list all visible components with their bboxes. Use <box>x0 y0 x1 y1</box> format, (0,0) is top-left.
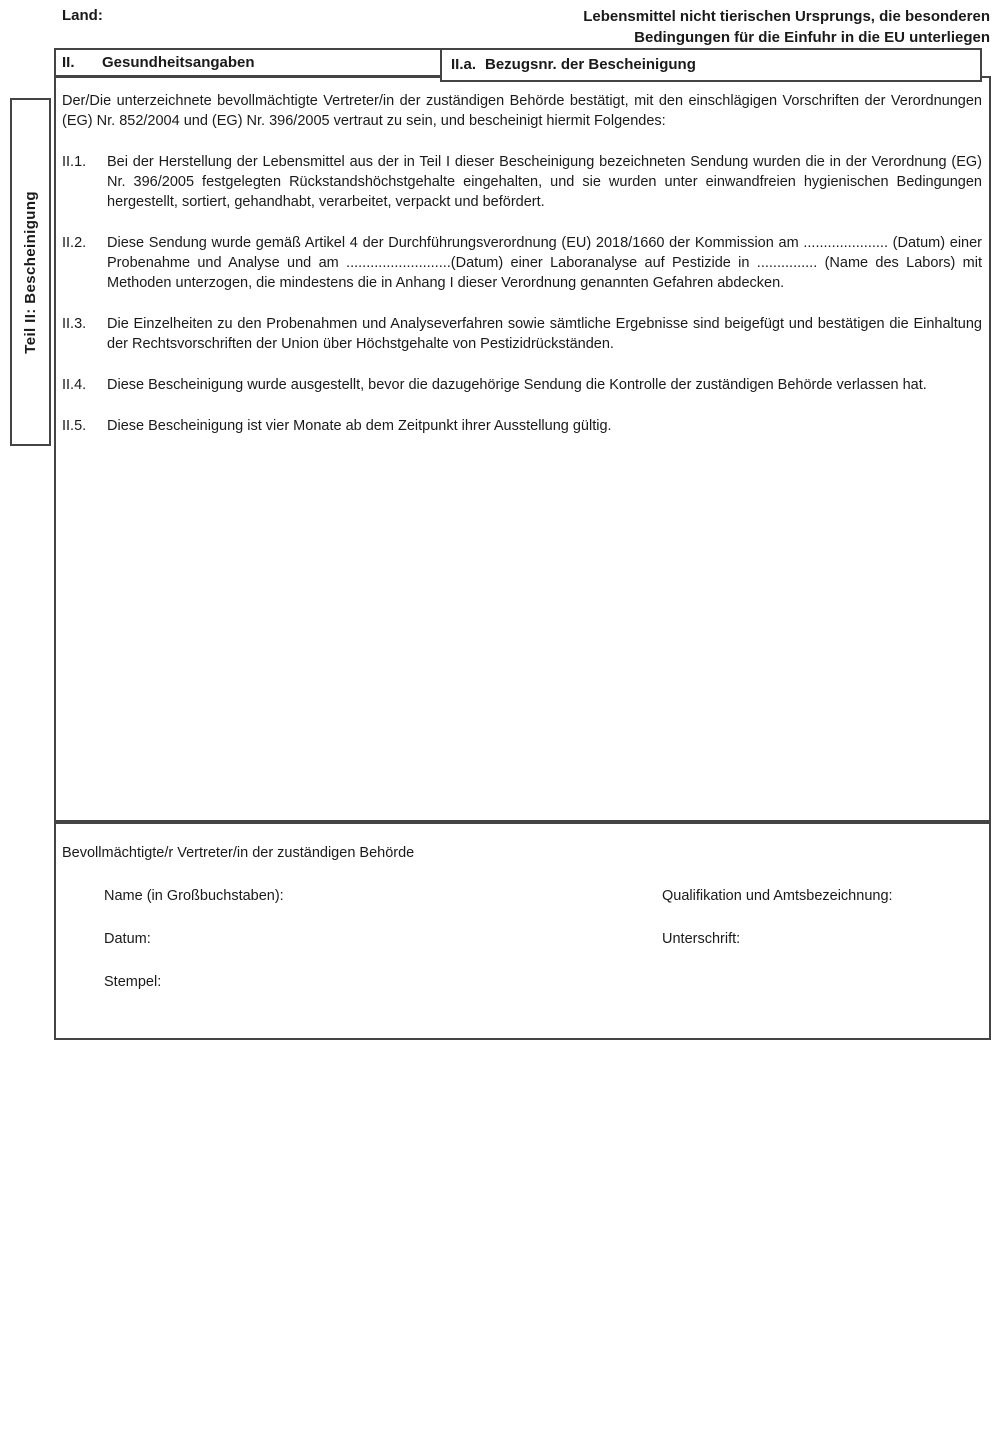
attestation-item-ii2-text: Diese Sendung wurde gemäß Artikel 4 der Durchführungsverordnung (EU) 2018/1660 der Kommission am ..................... (Datum) einer Probenahme und Analyse und am ..........................(Datum) einer Laboranalyse auf Pestizide in ............... (Name des Labors) mit Methoden unterzogen, die mindestens die in Anhang I dieser Verordnung genannten Gefahren abdecken. <box>107 235 982 291</box>
attestation-item-ii5-text: Diese Bescheinigung ist vier Monate ab dem Zeitpunkt ihrer Ausstellung gültig. <box>107 418 612 434</box>
section-ii-header-cell <box>54 48 442 77</box>
signature-label: Unterschrift: <box>662 931 741 947</box>
attestation-item-ii4-text: Diese Bescheinigung wurde ausgestellt, bevor die dazugehörige Sendung die Kontrolle der zuständigen Behörde verlassen hat. <box>107 377 927 393</box>
part-ii-sidebar <box>10 98 51 446</box>
attestation-item-ii4 <box>62 375 982 395</box>
attestation-item-ii3 <box>62 314 982 354</box>
section-iia-label: Bezugsnr. der Bescheinigung <box>485 56 696 73</box>
document-title <box>583 6 990 48</box>
attestation-intro: Der/Die unterzeichnete bevollmächtigte Vertreter/in der zuständigen Behörde bestätigt, mit den einschlägigen Vorschriften der Verordnungen (EG) Nr. 852/2004 und (EG) Nr. 396/2005 vertraut zu sein, und bescheinigt hiermit Folgendes: <box>62 93 982 129</box>
health-attestation-section <box>54 76 991 822</box>
stamp-label: Stempel: <box>104 974 162 990</box>
land-label: Land: <box>62 7 103 24</box>
attestation-item-ii5 <box>62 416 982 436</box>
section-iia-number: II.a. <box>451 56 477 73</box>
signature-heading: Bevollmächtigte/r Vertreter/in der zuständigen Behörde <box>62 845 415 861</box>
attestation-item-ii3-text: Die Einzelheiten zu den Probenahmen und Analyseverfahren sowie sämtliche Ergebnisse sind beigefügt und bestätigen die Einhaltung der Rechtsvorschriften der Union über Höchstgehalte von Pestizidrückständen. <box>107 316 982 352</box>
qualification-label: Qualifikation und Amtsbezeichnung: <box>662 888 893 904</box>
attestation-item-ii2 <box>62 233 982 293</box>
attestation-item-ii2-number: II.2. <box>62 235 87 251</box>
document-title-line1: Lebensmittel nicht tierischen Ursprungs, die besonderen <box>583 8 990 25</box>
attestation-item-ii1-number: II.1. <box>62 154 87 170</box>
attestation-item-ii1-text: Bei der Herstellung der Lebensmittel aus der in Teil I dieser Bescheinigung bezeichneten Sendung wurden die in der Verordnung (EG) Nr. 396/2005 festgelegten Rückstandshöchstgehalte eingehalten, und sie wurden unter einwandfreien hygienischen Bedingungen hergestellt, sortiert, gehandhabt, verarbeitet, verpackt und befördert. <box>107 154 982 210</box>
signature-row-name <box>62 886 982 906</box>
attestation-item-ii4-number: II.4. <box>62 377 87 393</box>
attestation-item-ii5-number: II.5. <box>62 418 87 434</box>
section-ii-number: II. <box>62 53 75 71</box>
attestation-item-ii1 <box>62 152 982 212</box>
part-ii-sidebar-label: Teil II: Bescheinigung <box>21 190 39 354</box>
date-label: Datum: <box>104 931 151 947</box>
section-ii-label: Gesundheitsangaben <box>102 53 255 71</box>
attestation-item-ii3-number: II.3. <box>62 316 87 332</box>
document-title-line2: Bedingungen für die Einfuhr in die EU unterliegen <box>634 29 990 46</box>
name-label: Name (in Großbuchstaben): <box>104 888 284 904</box>
signature-row-date <box>62 929 982 949</box>
section-iia-header-cell <box>440 48 982 82</box>
signature-section <box>54 822 991 1040</box>
signature-row-stamp <box>62 972 982 992</box>
